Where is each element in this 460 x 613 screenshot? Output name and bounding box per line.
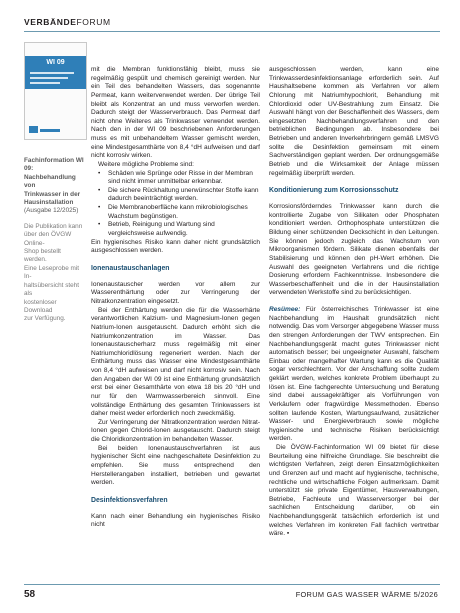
paragraph: mit die Membran funktionsfähig bleibt, muss sie regelmäßig gespült und chemisch gereinigt werden. Nur ein Teil des behandelten Wassers, das sogenannte Permeat, kann weiterverwendet werden. Der übrige Teil bleibt als Konzentrat an und muss verworfen werden. Dadurch steigt der Wasserverbrauch. Das Permeat darf nicht ohne Weiteres als Trinkwasser verwendet werden. Nach den in der WI 09 beschriebenen Anforderungen muss es mit unbehandeltem Wasser gemischt werden, eine Mindestgesamthärte von 8,4 °dH aufweisen und darf nicht korrosiv wirken. (91, 66, 260, 160)
note-line: zur Verfügung. (24, 315, 66, 323)
caption-line: Hausinstallation (24, 199, 74, 207)
cover-publisher-mark (40, 129, 60, 132)
top-rule (24, 31, 440, 32)
paragraph: Zur Verringerung der Nitratkonzentration werden Nitrat-Ionen gegen Chlorid-Ionen ausgetauscht. Dadurch steigt die Chloridkonzentration im behandelten Wasser. (91, 418, 260, 443)
heading-disinfection: Desinfektionsverfahren (91, 496, 168, 504)
paragraph: Ionenaustauscher werden vor allem zur Wasserenthärtung oder zur Verringerung der Nitratkonzentration eingesetzt. (91, 280, 260, 305)
caption-line: Trinkwasser in der (24, 190, 81, 198)
note-line: Die Publikation kann (24, 222, 83, 230)
paragraph: Weitere mögliche Probleme sind: (98, 160, 194, 168)
problem-list (91, 170, 260, 239)
article-column-right (269, 66, 439, 539)
heading-ion-exchange: Ionenaustauschanlagen (91, 264, 170, 272)
paragraph: Ein hygienisches Risiko kann daher nicht grundsätzlich ausgeschlossen werden. (91, 238, 260, 255)
heading-corrosion: Konditionierung zum Korrosionsschutz (269, 187, 399, 195)
note-line: Shop bestellt werden. (24, 248, 61, 264)
page-number: 58 (24, 589, 36, 600)
article-column-left (91, 66, 260, 530)
paragraph: Bei beiden Ionenaustauschverfahren ist aus hygienischer Sicht eine nachgeschaltete Desinfektion zu empfehlen. Sie muss entsprechend den Herstellerangaben installiert, betrieben und gewartet werden. (91, 444, 260, 487)
resume-text: Für österreichisches Trinkwasser ist eine Nachbehandlung im Haushalt grundsätzlich nicht notwendig. Das vom Versorger abgegebene Wasser muss den strengen Anforderungen der TWV entsprechen. Ein Nachbehandlungsgerät macht gutes Trinkwasser nicht automatisch besser; bei ungeeigneter Auswahl, falschem Einbau oder mangelhafter Wartung kann es die Qualität sogar verschlechtern. Vor der Anschaffung sollte zudem geklärt werden, welches konkrete Problem überhaupt zu lösen ist. Eine fachgerechte Untersuchung und Beratung sind dabei aussagekräftiger als Vorführungen von Verkäufern oder fragwürdige Messmethoden. Ebenso sollten laufende Kosten, Wartungsaufwand, zusätzlicher Wasser- und Energieverbrauch sowie mögliche hygienische und technische Risiken berücksichtigt werden. (269, 306, 439, 443)
paragraph: Kann nach einer Behandlung ein hygienisches Risiko nicht (91, 512, 260, 529)
sidebar-caption-edition: (Ausgabe 12/2025) (24, 207, 79, 215)
section-header-light: FORUM (76, 17, 111, 27)
ovgw-logo-icon (29, 126, 38, 133)
note-line: haltsübersicht steht als (24, 281, 80, 298)
paragraph: Die ÖVGW-Fachinformation WI 09 bietet für diese Beurteilung eine hilfreiche Grundlage. Sie beschreibt die wichtigsten Verfahren, zeigt deren Einsatzmöglichkeiten und Grenzen auf und macht auf hygienische, technische, rechtliche und wirtschaftliche Folgen aufmerksam. Damit unterstützt sie private Eigentümer, Hausverwaltungen, Betriebe, Fachleute und Wasserversorger bei der sachlichen Entscheidung darüber, ob ein Nachbehandlungsgerät tatsächlich erforderlich ist und welches Verfahren im konkreten Fall fachlich vertretbar wäre. ▪ (269, 444, 439, 538)
paragraph: Korrosionsförderndes Trinkwasser kann durch die kontrollierte Zugabe von Silikaten oder Phosphaten konditioniert werden. Orthophosphate unterstützen die Bildung einer schützenden Deckschicht in den Leitungen. Sie können jedoch zugleich das Wachstum von Mikroorganismen fördern. Silikate dienen ebenfalls der Stabilisierung und können den pH-Wert erhöhen. Die Auswahl des geeigneten Verfahrens und die richtige Dosierung erfordern Fachkenntnisse. Insbesondere die Wasserbeschaffenheit und die in der Hausinstallation verwendeten Werkstoffe sind zu berücksichtigen. (269, 203, 439, 297)
caption-line: Nachbehandlung von (24, 173, 76, 190)
resume-label: Resümee: (269, 306, 301, 313)
publication-cover (24, 42, 87, 140)
list-item: • Die sichere Rückhaltung unerwünschter Stoffe kann dadurch beeinträchtigt werden. (98, 187, 260, 204)
section-header (24, 17, 111, 27)
note-line: Eine Leseprobe mit In- (24, 264, 80, 281)
note-line: über den ÖVGW Online- (24, 231, 72, 247)
magazine-issue: FORUM GAS WASSER WÄRME 5/2026 (295, 590, 438, 599)
section-header-bold: VERBÄNDE (24, 17, 77, 27)
list-item: • Betrieb, Reinigung und Wartung sind vergleichsweise aufwendig. (98, 221, 260, 238)
caption-line: Fachinformation WI 09: (24, 157, 84, 173)
cover-title-line (30, 82, 60, 84)
footer-rule (24, 584, 440, 585)
paragraph: ausgeschlossen werden, kann eine Trinkwasserdesinfektionsanlage erforderlich sein. Auf Haushaltsebene kommen als Verfahren vor allem Chlorung mit Natriumhypochlorit, Behandlung mit Chlordioxid oder UV-Bestrahlung zum Einsatz. Die Auswahl hängt von der Beschaffenheit des Wassers, dem eingesetzten Nachbehandlungsverfahren und den betrieblichen Bedingungen ab. Insbesondere bei Betrieben und anderen Inverkehrbringern gemäß LMSVG sollte die Desinfektion gemeinsam mit einem Sachverständigen geplant werden. Der ordnungsgemäße Betrieb und die Wirksamkeit der Anlage müssen regelmäßig überprüft werden. (269, 66, 439, 177)
list-item: • Die Membranoberfläche kann mikrobiologisches Wachstum begünstigen. (98, 204, 260, 221)
sidebar (24, 157, 84, 324)
sidebar-caption (24, 157, 84, 207)
list-item: • Schäden wie Sprünge oder Risse in der Membran sind nicht immer unmittelbar erkennbar. (98, 170, 260, 187)
sidebar-note (24, 223, 84, 324)
resume-paragraph (269, 306, 439, 444)
cover-title-line (30, 72, 74, 74)
note-line: kostenloser Download (24, 298, 57, 314)
cover-code: WI 09 (46, 59, 65, 66)
cover-title-line (30, 77, 68, 79)
paragraph: Bei der Enthärtung werden die für die Wasserhärte verantwortlichen Kalzium- und Magnesium-Ionen gegen Natrium-Ionen ausgetauscht. Dadurch erhöht sich die Natriumkonzentration im Wasser. Das Ionenaustauscherharz muss regelmäßig mit einer Natriumchloridlösung regeneriert werden. Nach der Enthärtung muss das Wasser eine Mindestgesamthärte von 8,4 °dH aufweisen und darf nicht korrosiv sein. Nach den Angaben der WI 09 ist eine Enthärtung grundsätzlich erst bei einer Gesamthärte von etwa 18 bis 20 °dH und nur für den Warmwasserbereich sinnvoll. Eine vollständige Enthärtung des gesamten Trinkwassers ist daher meist weder erforderlich noch zweckmäßig. (91, 306, 260, 418)
